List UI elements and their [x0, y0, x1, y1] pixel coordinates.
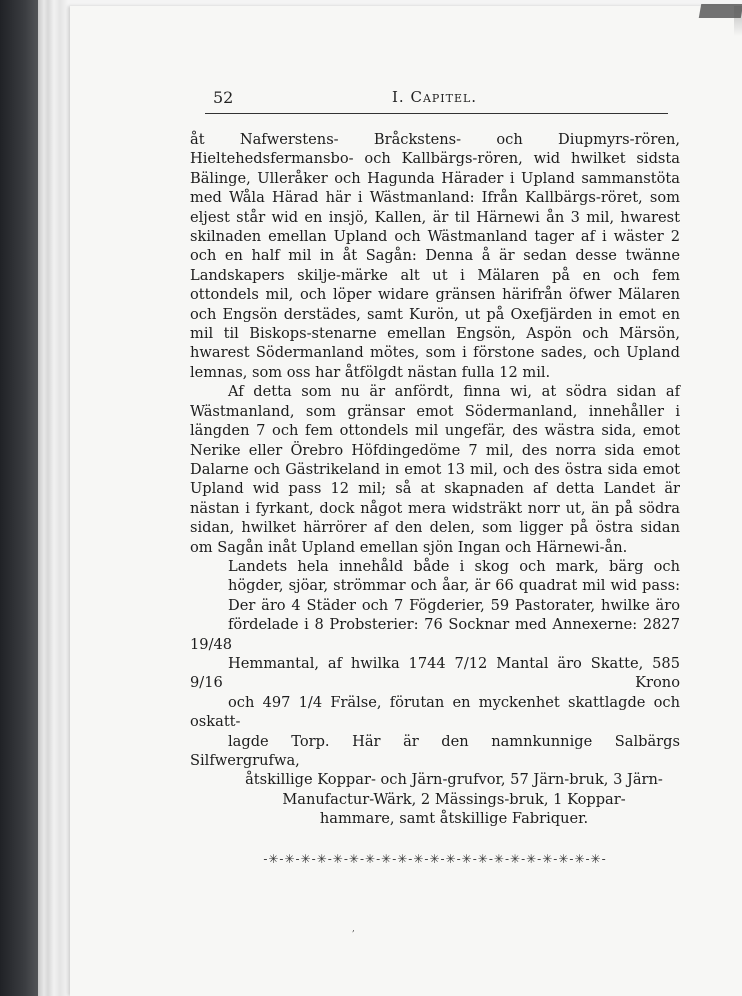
- running-header: [0, 0, 742, 120]
- paragraph: åt Nafwerstens- Bråckstens- och Diupmyrs-rören, Hieltehedsfermansbo- och Kallbärgs-rören, wid hwilket sidsta Bälinge, Ulleråker och Hagunda Härader i Upland sammanstöta med Wåla Härad här i Wästmanland: Ifrån Kallbärgs-röret, som eljest står wid en insjö, Kallen, är til Härnewi ån 3 mil, hwarest skilnaden emellan Upland och Wästmanland tager af i wäster 2 och en half mil in åt Sagån: Denna å är sedan desse twänne Landskapers skilje-märke alt ut i Mälaren på en och fem ottondels mil, och löper widare gränsen härifrån öfwer Mälaren och Engsön derstädes, samt Kurön, ut på Oxefjärden in emot en mil til Biskops-stenarne emellan Engsön, Aspön och Märsön, hwarest Södermanland mötes, som i förstone sades, och Upland lemnas, som oss har åtfölgdt nästan fulla 12 mil.: [190, 131, 680, 381]
- chapter-title: I. Capitel.: [392, 88, 478, 106]
- header-rule: [205, 113, 668, 114]
- body-text: [190, 130, 680, 829]
- text-line: Manufactur-Wärk, 2 Mässings-bruk, 1 Koppar-: [282, 790, 626, 808]
- text-line: åtskillige Koppar- och Järn-grufvor, 57 Järn-bruk, 3 Järn-: [245, 771, 663, 789]
- stray-mark: ,: [352, 924, 355, 934]
- text-line: och 497 1/4 Frälse, förutan en myckenhet skattlagde och oskatt-: [190, 693, 680, 731]
- paragraph: Af detta som nu är anfördt, finna wi, at södra sidan af Wästmanland, som gränsar emot Södermanland, innehåller i längden 7 och fem ottondels mil ungefär, des wästra sida, emot Nerike eller Örebro Höfdingedöme 7 mil, des norra sida emot Dalarne och Gästrikeland in emot 13 mil, och des östra sida emot Upland wid pass 12 mil; så at skapnaden af detta Landet är nästan i fyrkant, dock något mera widsträkt norr ut, än på södra sidan, hwilket härrörer af den delen, som ligger på östra sidan om Sagån inåt Upland emellan sjön Ingan och Härnewi-ån.: [190, 383, 680, 556]
- text-line: Hemmantal, af hwilka 1744 7/12 Mantal äro Skatte, 585 9/16 Krono: [190, 654, 680, 692]
- text-line: högder, sjöar, strömmar och åar, är 66 quadrat mil wid pass:: [228, 577, 680, 595]
- text-line: lagde Torp. Här är den namnkunnige Salbärgs Silfwergrufwa,: [190, 732, 680, 769]
- text-line: hammare, samt åtskillige Fabriquer.: [319, 810, 589, 828]
- text-line: Landets hela innehåld både i skog och mark, bärg och: [228, 557, 680, 575]
- book-binding: [0, 0, 40, 996]
- text-line: Der äro 4 Städer och 7 Fögderier, 59 Pastorater, hwilke äro: [228, 596, 680, 614]
- ornament-divider: -✳-✳-✳-✳-✳-✳-✳-✳-✳-✳-✳-✳-✳-✳-✳-✳-✳-✳-✳-✳-✳-: [263, 852, 607, 866]
- text-line: fördelade i 8 Probsterier: 76 Socknar med Annexerne: 2827 19/48: [190, 616, 680, 653]
- final-paragraph: [190, 557, 680, 829]
- page-number: 52: [213, 88, 234, 107]
